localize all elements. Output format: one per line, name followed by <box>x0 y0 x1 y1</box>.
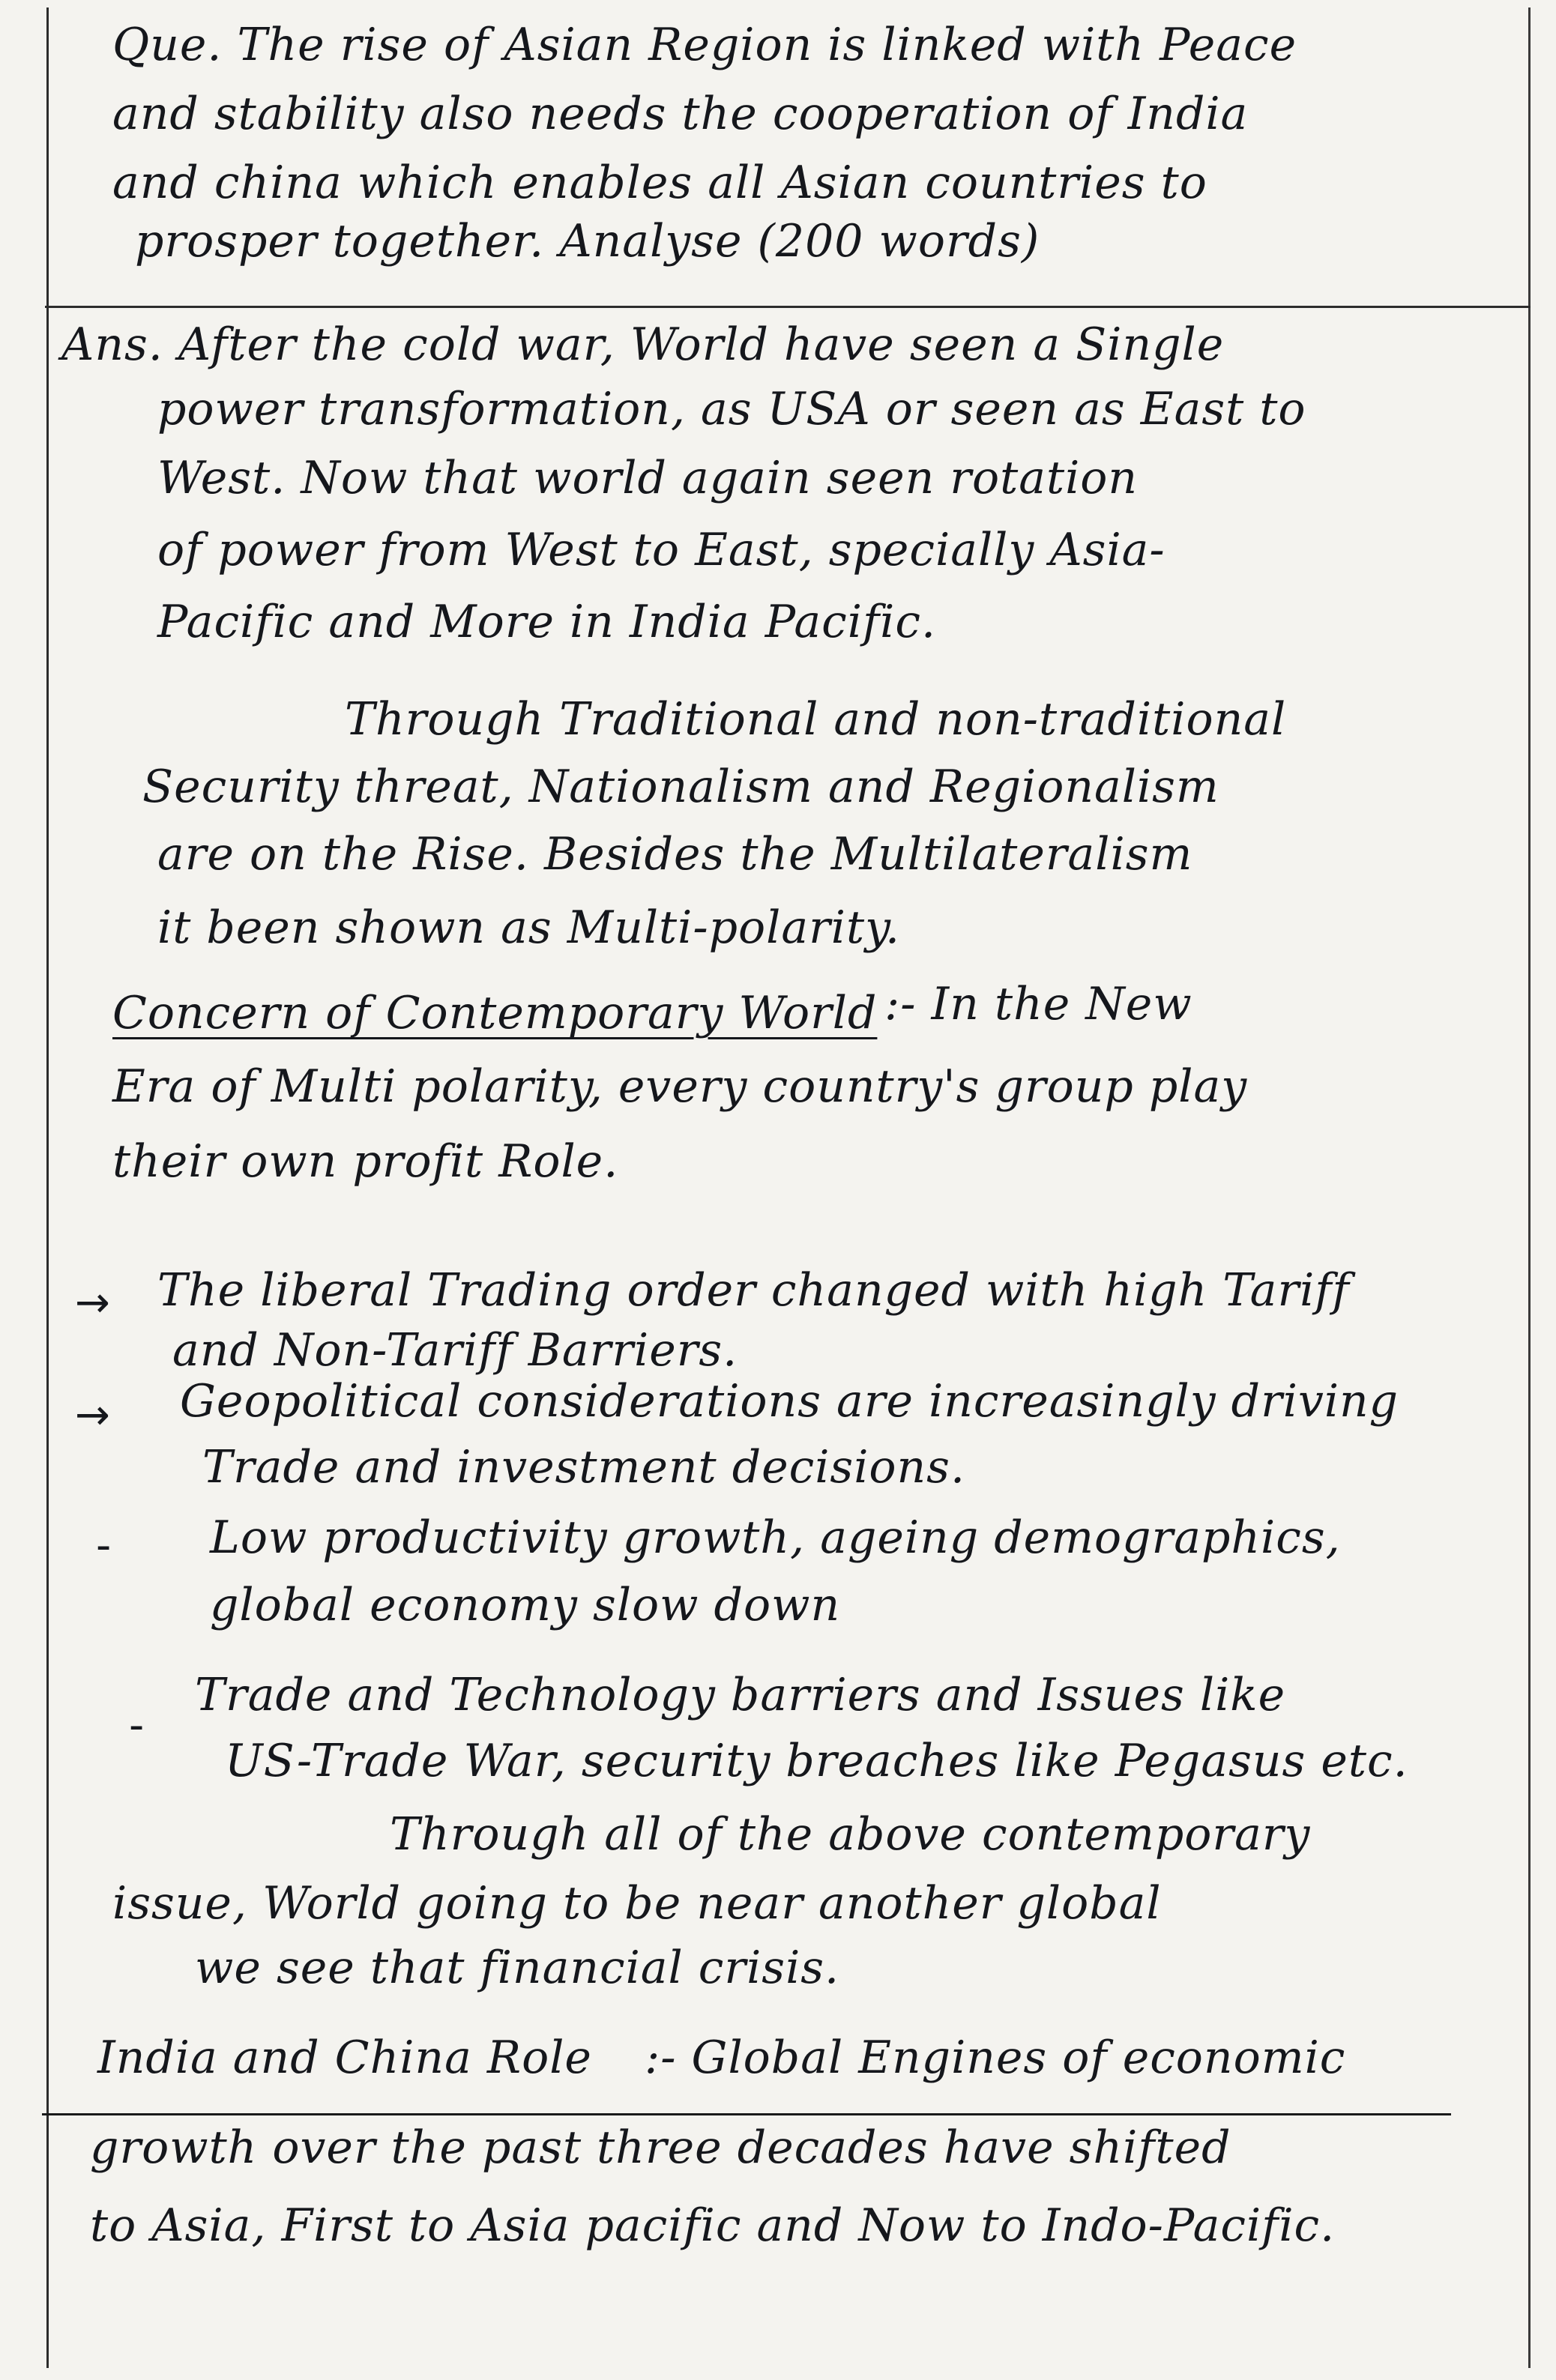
question-line-3: and china which enables all Asian countries to <box>112 157 1207 209</box>
concern-line-3: their own profit Role. <box>112 1135 619 1188</box>
bullet-4-line-1: Trade and Technology barriers and Issues like <box>195 1669 1286 1721</box>
question-separator-line <box>45 306 1531 308</box>
bullet-marker-1: → <box>75 1278 110 1327</box>
left-margin-line <box>46 7 49 2368</box>
bullet-1-line-2: and Non-Tariff Barriers. <box>172 1324 738 1377</box>
india-china-line-3: to Asia, First to Asia pacific and Now to Indo-Pacific. <box>90 2199 1336 2252</box>
bullet-2-line-2: Trade and investment decisions. <box>202 1441 966 1493</box>
bullet-marker-3: - <box>96 1521 112 1570</box>
india-china-line-2: growth over the past three decades have shifted <box>90 2121 1231 2174</box>
right-margin-line <box>1528 7 1531 2368</box>
bullet-marker-4: - <box>129 1701 145 1750</box>
concern-heading: Concern of Contemporary World <box>112 987 878 1039</box>
bullet-marker-2: → <box>75 1391 110 1440</box>
india-china-line-1: :- Global Engines of economic <box>645 2032 1346 2084</box>
answer-intro-line-1: Ans. After the cold war, World have seen a Single <box>61 318 1225 371</box>
para2-line-3: are on the Rise. Besides the Multilateralism <box>157 828 1193 881</box>
answer-intro-line-5: Pacific and More in India Pacific. <box>157 596 937 648</box>
bullet-1-line-1: The liberal Trading order changed with high Tariff <box>157 1264 1350 1317</box>
bullet-3-line-2: global economy slow down <box>210 1579 841 1631</box>
para3-line-1: Through all of the above contemporary <box>390 1808 1311 1861</box>
answer-intro-line-3: West. Now that world again seen rotation <box>157 452 1139 504</box>
india-china-heading: India and China Role <box>97 2032 592 2084</box>
para3-line-3: we see that financial crisis. <box>195 1942 840 1994</box>
question-line-4: prosper together. Analyse (200 words) <box>135 215 1040 268</box>
para2-line-4: it been shown as Multi-polarity. <box>157 901 901 954</box>
para2-line-2: Security threat, Nationalism and Regionalism <box>142 761 1219 813</box>
para2-line-1: Through Traditional and non-traditional <box>345 693 1287 746</box>
bullet-2-line-1: Geopolitical considerations are increasingly driving <box>180 1375 1399 1428</box>
question-line-2: and stability also needs the cooperation of India <box>112 88 1249 140</box>
concern-line-1: :- In the New <box>884 978 1192 1030</box>
para3-line-2: issue, World going to be near another global <box>112 1877 1162 1930</box>
answer-intro-line-4: of power from West to East, specially Asia- <box>157 524 1166 576</box>
bullet-4-line-2: US-Trade War, security breaches like Pegasus etc. <box>225 1735 1408 1787</box>
section-separator-line <box>42 2113 1451 2115</box>
answer-intro-line-2: power transformation, as USA or seen as East to <box>157 383 1306 435</box>
question-line-1: Que. The rise of Asian Region is linked with Peace <box>112 19 1297 71</box>
concern-line-2: Era of Multi polarity, every country's group play <box>112 1060 1248 1113</box>
bullet-3-line-1: Low productivity growth, ageing demographics, <box>210 1511 1341 1564</box>
